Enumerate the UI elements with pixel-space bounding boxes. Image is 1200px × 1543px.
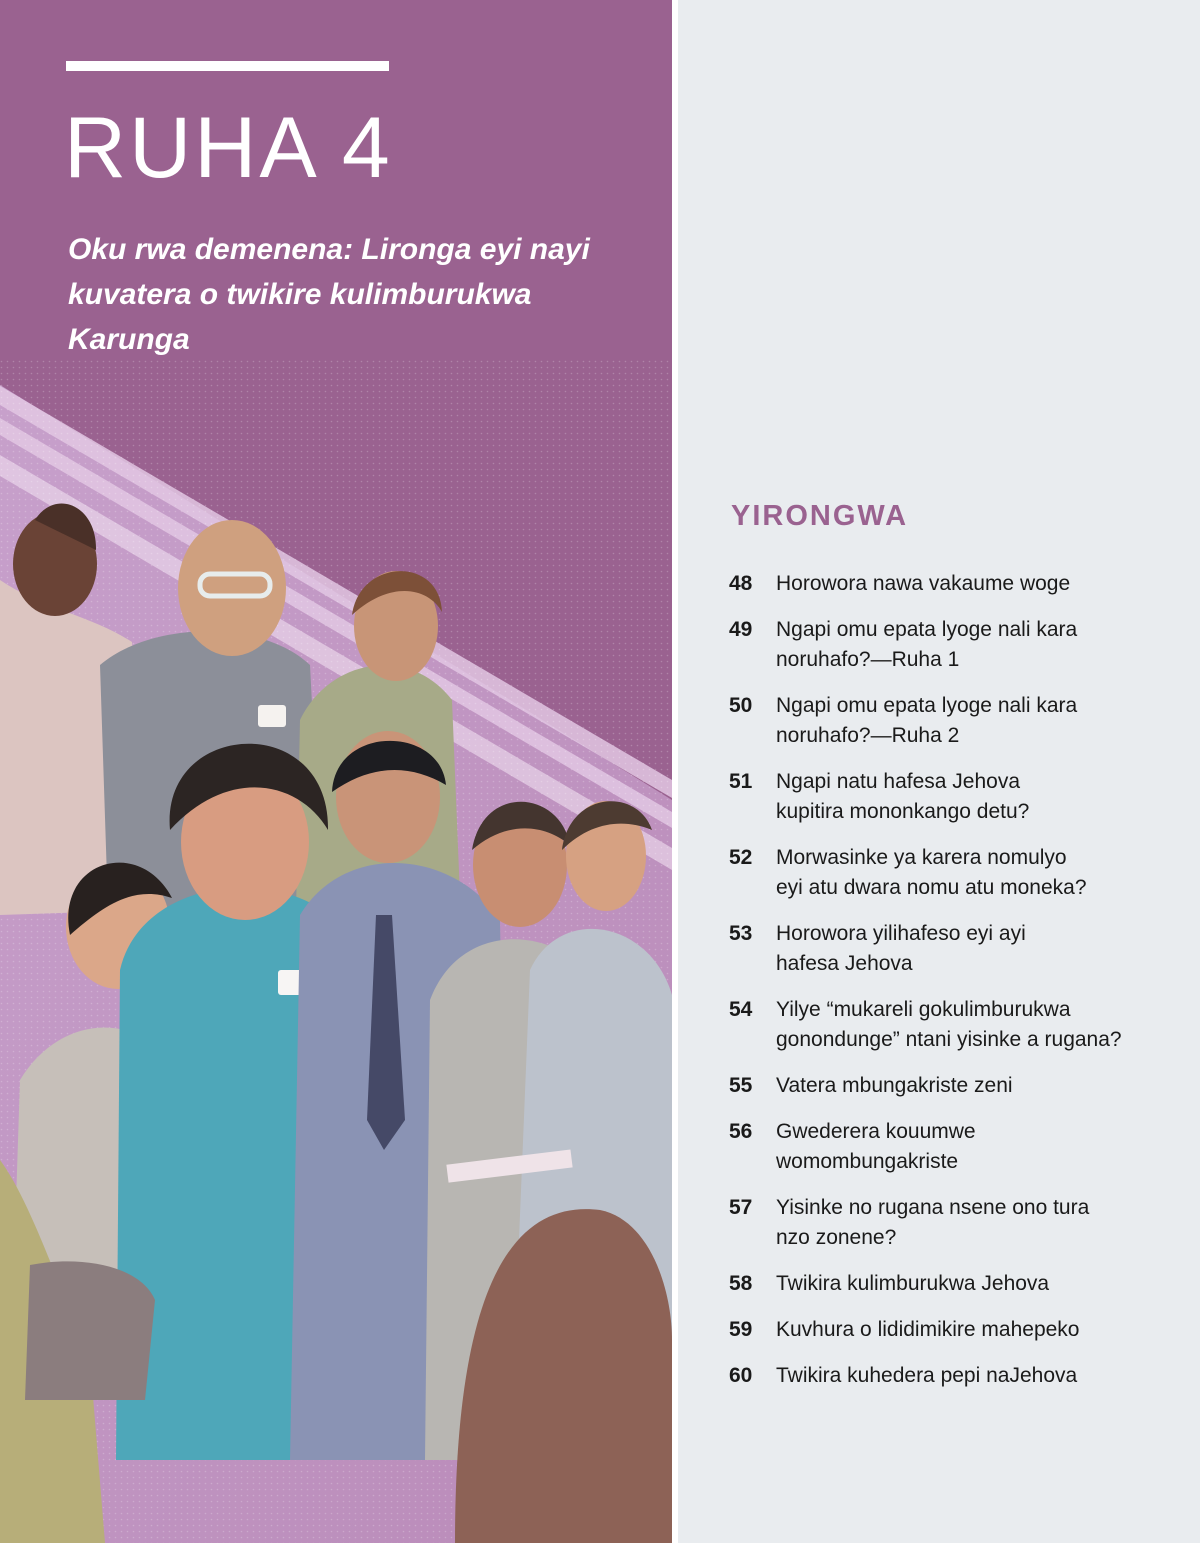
lesson-title-line-2: kupitira mononkango detu?: [776, 800, 1030, 823]
lesson-title-line-1: Morwasinke ya karera nomulyo: [776, 846, 1067, 869]
lesson-number: 55: [729, 1074, 753, 1097]
lesson-title-line-1: Twikira kulimburukwa Jehova: [776, 1272, 1050, 1295]
lesson-title-line-2: gonondunge” ntani yisinke a rugana?: [776, 1028, 1122, 1051]
lesson-title: [776, 995, 1122, 1055]
lesson-number: 51: [729, 770, 753, 793]
lesson-number: 57: [729, 1196, 753, 1219]
lesson-title-line-1: Vatera mbungakriste zeni: [776, 1074, 1013, 1097]
lesson-title-line-2: womombungakriste: [776, 1150, 959, 1173]
lesson-title-line-1: Yilye “mukareli gokulimburukwa: [776, 998, 1071, 1021]
part-subtitle: Oku rwa demenena: Lironga eyi nayi kuvatera o twikire kulimburukwa Karunga: [68, 233, 590, 356]
lesson-title-line-1: Gwederera kouumwe: [776, 1120, 976, 1143]
lesson-title: [776, 569, 1070, 599]
lesson-number: 58: [729, 1272, 753, 1295]
lesson-contents-panel: [678, 0, 1200, 1543]
lesson-title-line-1: Twikira kuhedera pepi naJehova: [776, 1364, 1078, 1387]
lesson-title: [776, 1315, 1080, 1345]
lesson-55: [729, 1071, 1179, 1101]
lesson-title: [776, 1071, 1013, 1101]
lesson-title-line-2: nzo zonene?: [776, 1226, 897, 1249]
lesson-50: [729, 691, 1179, 751]
lesson-number: 50: [729, 694, 753, 717]
title-rule: [66, 61, 389, 71]
lesson-title-line-2: noruhafo?—Ruha 1: [776, 648, 960, 671]
lesson-title-line-1: Ngapi omu epata lyoge nali kara: [776, 694, 1078, 717]
lesson-number: 48: [729, 572, 753, 595]
lesson-51: [729, 767, 1179, 827]
lesson-title: [776, 1269, 1049, 1299]
lesson-58: [729, 1269, 1179, 1299]
lesson-60: [729, 1361, 1179, 1391]
lesson-57: [729, 1193, 1179, 1253]
lesson-53: [729, 919, 1179, 979]
lesson-number: 49: [729, 618, 753, 641]
lesson-number: 60: [729, 1364, 753, 1387]
lesson-54: [729, 995, 1179, 1055]
lesson-title: [776, 1193, 1089, 1253]
lesson-title: [776, 615, 1077, 675]
lesson-49: [729, 615, 1179, 675]
lesson-59: [729, 1315, 1179, 1345]
lesson-title-line-1: Ngapi omu epata lyoge nali kara: [776, 618, 1078, 641]
handbag-icon: [25, 1261, 155, 1400]
lesson-title-line-1: Horowora nawa vakaume woge: [776, 572, 1071, 595]
lesson-title: [776, 1361, 1077, 1391]
lesson-title-line-1: Ngapi natu hafesa Jehova: [776, 770, 1021, 793]
lesson-56: [729, 1117, 1179, 1177]
lesson-title: [776, 691, 1077, 751]
lesson-title-line-2: noruhafo?—Ruha 2: [776, 724, 960, 747]
lesson-number: 53: [729, 922, 753, 945]
lesson-title: [776, 767, 1029, 827]
lesson-list: [729, 569, 1179, 1407]
lesson-number: 56: [729, 1120, 753, 1143]
lesson-title-line-2: hafesa Jehova: [776, 952, 913, 975]
lesson-number: 54: [729, 998, 753, 1021]
lesson-number: 52: [729, 846, 753, 869]
lesson-number: 59: [729, 1318, 753, 1341]
lesson-title-line-1: Horowora yilihafeso eyi ayi: [776, 922, 1026, 945]
lessons-heading: YIRONGWA: [731, 500, 909, 532]
part-title: RUHA 4: [64, 100, 393, 196]
lesson-52: [729, 843, 1179, 903]
lesson-title-line-2: eyi atu dwara nomu atu moneka?: [776, 876, 1087, 899]
congregation-meeting-illustration: [0, 360, 672, 1543]
lesson-title: [776, 1117, 976, 1177]
lesson-title: [776, 919, 1026, 979]
lesson-title-line-1: Yisinke no rugana nsene ono tura: [776, 1196, 1090, 1219]
name-tag-back: [258, 705, 286, 727]
lesson-title: [776, 843, 1087, 903]
lesson-48: [729, 569, 1179, 599]
lesson-title-line-1: Kuvhura o lididimikire mahepeko: [776, 1318, 1080, 1341]
